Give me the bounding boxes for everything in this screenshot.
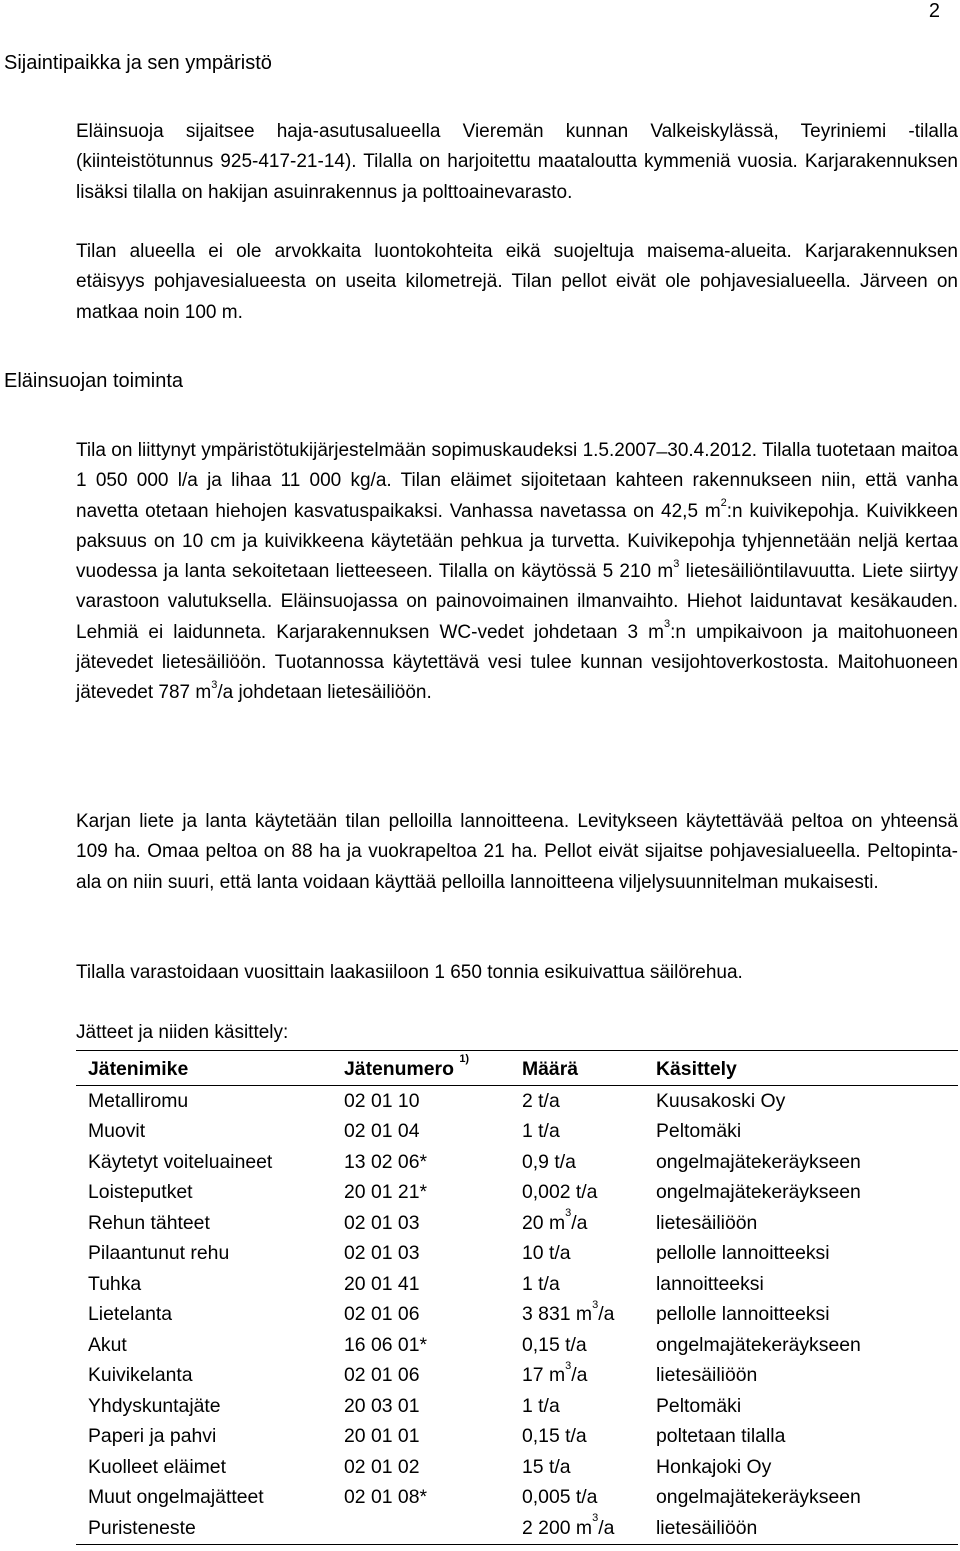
paragraph-silage: Tilalla varastoidaan vuosittain laakasiiloon 1 650 tonnia esikuivattua säilörehua. <box>76 962 743 983</box>
section-heading-location: Sijaintipaikka ja sen ympäristö <box>4 52 272 74</box>
waste-name-cell: Muut ongelmajätteet <box>88 1486 264 1509</box>
waste-quantity-cell: 17 $m^3/a$ <box>522 1359 588 1387</box>
waste-name-cell: Käytetyt voiteluaineet <box>88 1150 273 1173</box>
table-row <box>76 1086 958 1117</box>
waste-code-cell: 16 06 01* <box>344 1333 428 1356</box>
header-handling: Käsittely <box>644 1051 958 1086</box>
waste-name-cell: Pilaantunut rehu <box>88 1242 230 1265</box>
waste-handling-cell: ongelmajätekeräykseen <box>656 1181 861 1204</box>
waste-code-cell: 02 01 04 <box>344 1120 420 1143</box>
waste-quantity-cell: 3 831 $m^3/a$ <box>522 1298 615 1326</box>
table-row <box>76 1147 958 1178</box>
waste-code-cell: 20 01 01 <box>344 1425 420 1448</box>
waste-handling-cell: pellolle lannoitteeksi <box>656 1303 830 1326</box>
waste-quantity-cell: 1 t/a <box>522 1394 560 1417</box>
waste-code-cell: 02 01 10 <box>344 1089 420 1112</box>
waste-handling-cell: Honkajoki Oy <box>656 1455 772 1478</box>
waste-name-cell: Yhdyskuntajäte <box>88 1394 221 1417</box>
table-row <box>76 1208 958 1239</box>
header-name: Jätenimike <box>76 1051 332 1086</box>
table-row <box>76 1330 958 1361</box>
table-row <box>76 1422 958 1453</box>
waste-quantity-cell: 0,9 t/a <box>522 1150 576 1173</box>
waste-quantity-cell: 0,002 t/a <box>522 1181 598 1204</box>
waste-name-cell: Lietelanta <box>88 1303 173 1326</box>
waste-code-cell: 20 01 41 <box>344 1272 420 1295</box>
table-row <box>76 1513 958 1544</box>
table-row <box>76 1239 958 1270</box>
waste-code-cell: 02 01 08* <box>344 1486 428 1509</box>
header-quantity: Määrä <box>510 1051 644 1086</box>
waste-handling-cell: lannoitteeksi <box>656 1272 764 1295</box>
paragraph-environment: Tilan alueella ei ole arvokkaita luontokohteita eikä suojeltuja maisema-alueita. Karjarakennuksen etäisyys pohjavesialueesta on useita kilometrejä. Tilan pellot eivät ole pohjavesialueella. Järveen on matkaa noin 100 m. <box>76 241 958 323</box>
table-row <box>76 1452 958 1483</box>
waste-code-cell <box>332 1513 510 1544</box>
waste-code-cell: 13 02 06* <box>344 1150 428 1173</box>
waste-quantity-cell: 1 t/a <box>522 1272 560 1295</box>
waste-name-cell: Muovit <box>88 1120 146 1143</box>
waste-name-cell: Loisteputket <box>88 1181 193 1204</box>
table-row <box>76 1269 958 1300</box>
waste-name-cell: Kuolleet eläimet <box>88 1455 226 1478</box>
waste-quantity-cell: 0,005 t/a <box>522 1486 598 1509</box>
waste-code-cell: 02 01 02 <box>344 1455 420 1478</box>
waste-quantity-cell: 0,15 t/a <box>522 1425 587 1448</box>
waste-code-cell: 20 03 01 <box>344 1394 420 1417</box>
waste-quantity-cell: 2 t/a <box>522 1089 560 1112</box>
table-row <box>76 1483 958 1514</box>
waste-handling-cell: Peltomäki <box>656 1120 742 1143</box>
waste-quantity-cell: 10 t/a <box>522 1242 571 1265</box>
waste-quantity-cell: 1 t/a <box>522 1120 560 1143</box>
table-row <box>76 1300 958 1331</box>
waste-code-cell: 20 01 21* <box>344 1181 428 1204</box>
table-row <box>76 1178 958 1209</box>
waste-name-cell: Kuivikelanta <box>88 1364 193 1387</box>
waste-handling-cell: ongelmajätekeräykseen <box>656 1150 861 1173</box>
waste-handling-cell: Kuusakoski Oy <box>656 1089 786 1112</box>
waste-name-cell: Puristeneste <box>76 1513 332 1544</box>
waste-handling-cell: poltetaan tilalla <box>656 1425 786 1448</box>
waste-name-cell: Akut <box>88 1333 127 1356</box>
header-code: Jätenumero $^{1)}$ <box>332 1051 510 1086</box>
waste-table <box>76 1050 958 1545</box>
waste-code-cell: 02 01 06 <box>344 1364 420 1387</box>
waste-quantity-cell: 0,15 t/a <box>522 1333 587 1356</box>
paragraph-location: Eläinsuoja sijaitsee haja-asutusalueella Vieremän kunnan Valkeiskylässä, Teyriniemi -tilalla (kiinteistötunnus 925-417-21-14). Tilalla on harjoitettu maataloutta kymmeniä vuosia. Karjarakennuksen lisäksi tilalla on hakijan asuinrakennus ja polttoainevarasto. <box>76 121 958 203</box>
waste-quantity-cell: 15 t/a <box>522 1455 571 1478</box>
waste-name-cell: Metalliromu <box>88 1089 189 1112</box>
waste-name-cell: Rehun tähteet <box>88 1211 210 1234</box>
waste-quantity-cell: 2 200 $m^3/a$ <box>510 1513 644 1544</box>
waste-code-cell: 02 01 03 <box>344 1242 420 1265</box>
waste-handling-cell: lietesäiliöön <box>656 1211 758 1234</box>
waste-handling-cell: ongelmajätekeräykseen <box>656 1486 861 1509</box>
section-heading-operations: Eläinsuojan toiminta <box>4 370 183 392</box>
waste-handling-cell: Peltomäki <box>656 1394 742 1417</box>
waste-table-title: Jätteet ja niiden käsittely: <box>76 1022 289 1043</box>
waste-handling-cell: lietesäiliöön <box>644 1513 958 1544</box>
page-number: 2 <box>928 0 940 22</box>
table-row <box>76 1391 958 1422</box>
paragraph-manure: Karjan liete ja lanta käytetään tilan pelloilla lannoitteena. Levitykseen käytettävää peltoa on yhteensä 109 ha. Omaa peltoa on 88 ha ja vuokrapeltoa 21 ha. Pellot eivät sijaitse pohjavesialueella. Peltopinta-ala on niin suuri, että lanta voidaan käyttää pelloilla lannoitteena viljelysuunnitelman mukaisesti. <box>76 811 958 893</box>
waste-quantity-cell: 20 $m^3/a$ <box>522 1207 588 1234</box>
waste-code-cell: 02 01 03 <box>344 1211 420 1234</box>
table-row <box>76 1361 958 1392</box>
waste-handling-cell: pellolle lannoitteeksi <box>656 1242 830 1265</box>
waste-handling-cell: ongelmajätekeräykseen <box>656 1333 861 1356</box>
waste-name-cell: Paperi ja pahvi <box>88 1425 217 1448</box>
paragraph-operations: Tila on liittynyt ympäristötukijärjestelmään sopimuskaudeksi 1.5.2007 ̶ 30.4.2012. Tilalla tuotetaan maitoa 1 050 000 l/a ja lihaa 11 000 kg/a. Tilan eläimet sijoitetaan kahteen rakennukseen niin, että vanha navetta otetaan hiehojen kasvatuspaikaksi. Vanhassa navetassa on 42,5 $m^2:n$ kuivikepohja. Kuivikkeen paksuus on 10 cm ja kuivikkeena käytetään pehkua ja turvetta. Kuivikepohja tyhjennetään neljä kertaa vuodessa ja lanta sekoitetaan lietteeseen. Tilalla on käytössä 5 210 $m^3$ lietesäiliöntilavuutta. Liete siirtyy varastoon valutuksella. Eläinsuojassa on painovoimainen ilmanvaihto. Hiehot laiduntavat kesäkauden. Lehmiä ei laidunneta. Karjarakennuksen WC-vedet johdetaan 3 $m^3:n$ umpikaivoon ja maitohuoneen jätevedet lietesäiliöön. Tuotannossa käytettävä vesi tulee kunnan vesijohtoverkostosta. Maitohuoneen jätevedet 787 $m^3/a$ johdetaan lietesäiliöön. <box>76 440 959 704</box>
table-row <box>76 1117 958 1148</box>
waste-code-cell: 02 01 06 <box>344 1303 420 1326</box>
waste-handling-cell: lietesäiliöön <box>656 1364 758 1387</box>
waste-table-header <box>76 1051 958 1086</box>
waste-name-cell: Tuhka <box>88 1272 142 1295</box>
